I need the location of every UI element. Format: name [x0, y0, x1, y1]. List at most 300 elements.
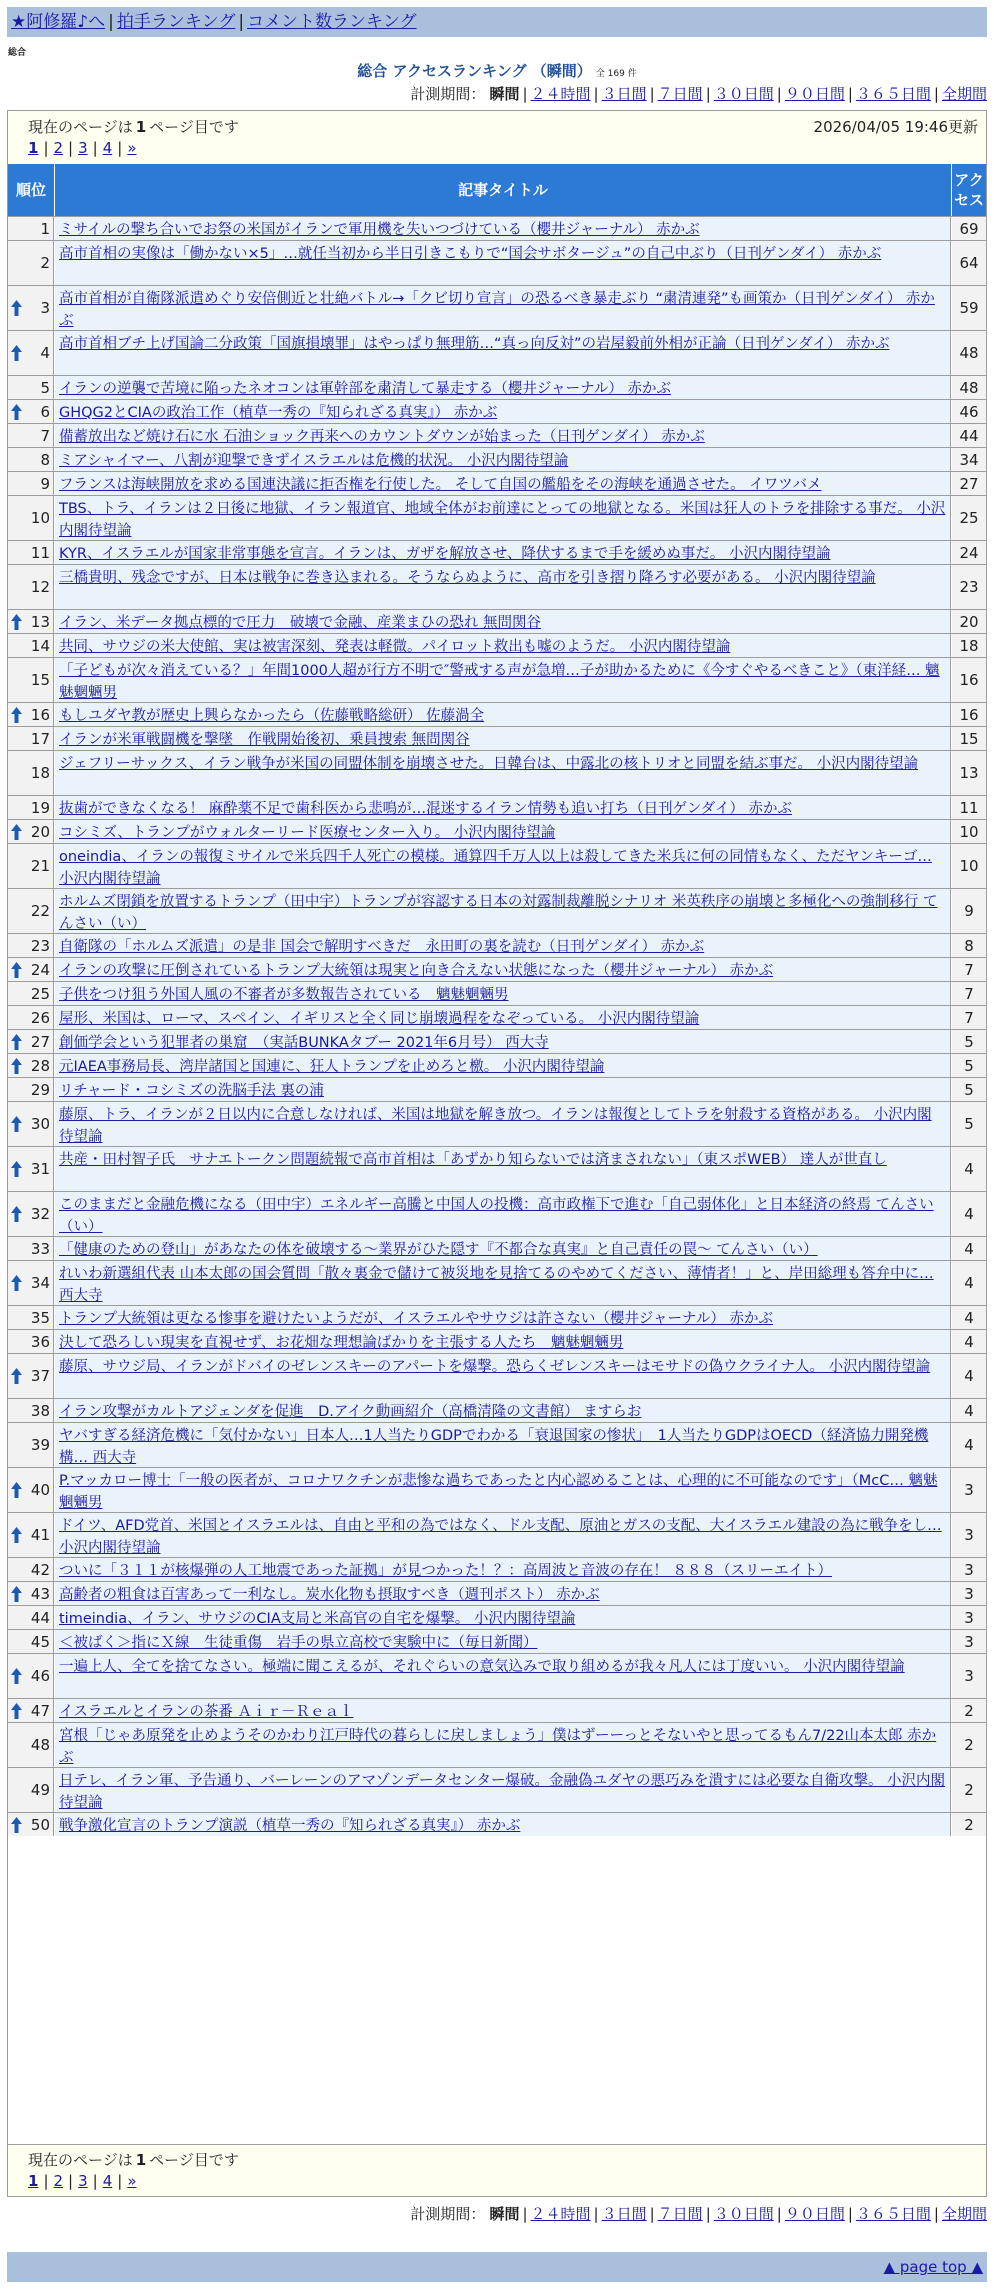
table-row: [8, 330, 986, 375]
article-title-link[interactable]: コシミズ、トランプがウォルターリード医療センター入り。 小沢内閣待望論: [59, 825, 556, 841]
title-cell: [55, 217, 951, 240]
rank-cell: [8, 751, 54, 795]
article-title-link[interactable]: GHQG2とCIAの政治工作（植草一秀の『知られざる真実』） 赤かぶ: [59, 405, 498, 421]
title-cell: [55, 241, 951, 285]
period-option-link[interactable]: ３０日間: [713, 85, 774, 103]
rank-number: 35: [30, 1308, 50, 1327]
article-title-link[interactable]: 日テレ、イラン軍、予告通り、バーレーンのアマゾンデータセンター爆破。金融偽ユダヤの悪巧みを潰すには必要な自衛攻撃。 小沢内閣待望論: [59, 1773, 946, 1811]
article-title-link[interactable]: 三橋貴明、残念ですが、日本は戦争に巻き込まれる。そうならぬように、高市を引き摺り降ろす必要がある。 小沢内閣待望論: [59, 570, 876, 586]
page-top-link[interactable]: ▲ page top ▲: [883, 2258, 983, 2276]
article-title-link[interactable]: ミサイルの撃ち合いでお祭の米国がイランで軍用機を失いつづけている（櫻井ジャーナル） 赤かぶ: [59, 222, 700, 238]
pager-separator: |: [92, 139, 98, 157]
table-row: [8, 1605, 986, 1629]
nav-separator: |: [108, 12, 114, 32]
article-title-link[interactable]: TBS、トラ、イランは２日後に地獄、イラン報道官、地域全体がお前達にとっての地獄となる。米国は狂人のトラを排除する事だ。 小沢内閣待望論: [59, 501, 946, 539]
article-title-link[interactable]: 抜歯ができなくなる！ 麻酔薬不足で歯科医から悲鳴が…混迷するイラン情勢も追い打ち（日刊ゲンダイ） 赤かぶ: [59, 801, 793, 817]
rank-number: 7: [40, 426, 50, 445]
table-row: [8, 1146, 986, 1191]
access-count: 18: [952, 634, 986, 657]
title-cell: [55, 1330, 951, 1353]
article-title-link[interactable]: イランが米軍戦闘機を撃墜 作戦開始後初、乗員捜索 無問関谷: [59, 732, 470, 748]
bottom-bar: [7, 2252, 987, 2282]
rank-number: 26: [30, 1008, 50, 1027]
rank-number: 15: [30, 671, 50, 689]
table-row: [8, 1512, 986, 1557]
rank-cell: [8, 703, 54, 726]
rank-number: 19: [30, 798, 50, 817]
access-count: 7: [952, 982, 986, 1005]
rank-cell: [8, 241, 54, 285]
rank-up-arrow-icon: [11, 1668, 22, 1684]
article-title-link[interactable]: ミアシャイマー、八割が迎撃できずイスラエルは危機的状況。 小沢内閣待望論: [59, 453, 569, 469]
rank-number: 28: [30, 1056, 50, 1075]
article-title-link[interactable]: 藤原、トラ、イランが２日以内に合意しなければ、米国は地獄を解き放つ。イランは報復としてトラを射殺する資格がある。 小沢内閣待望論: [59, 1107, 932, 1145]
article-title-link[interactable]: リチャード・コシミズの洗脳手法 裏の浦: [59, 1083, 324, 1099]
table-row: [8, 633, 986, 657]
article-title-link[interactable]: oneindia、イランの報復ミサイルで米兵四千人死亡の模様。通算四千万人以上は殺してきた米兵に何の同情もなく、ただヤンキーゴ… 小沢内閣待望論: [59, 849, 932, 887]
rank-cell: [8, 1192, 54, 1236]
title-cell: [55, 1399, 951, 1422]
article-title-link[interactable]: イラン攻撃がカルトアジェンダを促進 D.アイク動画紹介（高橋清隆の文書館） ますらお: [59, 1404, 642, 1420]
article-title-link[interactable]: timeindia、イラン、サウジのCIA支局と米高官の自宅を爆撃。 小沢内閣待望論: [59, 1611, 576, 1627]
table-row: [8, 1077, 986, 1101]
table-row: [8, 888, 986, 933]
period-selector-top: [410, 83, 987, 104]
table-row: [8, 1698, 986, 1722]
pager-top: [28, 139, 137, 157]
rank-number: 17: [30, 729, 50, 748]
access-count: 5: [952, 1030, 986, 1053]
title-cell: [55, 1813, 951, 1836]
title-cell: [55, 844, 951, 888]
period-separator: |: [649, 85, 655, 103]
table-column-headers: [8, 164, 986, 216]
rank-number: 12: [30, 578, 50, 596]
article-title-link[interactable]: ホルムズ閉鎖を放置するトランプ（田中宇）トランプが容認する日本の対露制裁離脱シナリオ 米英秩序の崩壊と多極化への強制移行 てんさい（い）: [59, 894, 938, 932]
rank-number: 2: [40, 254, 50, 272]
title-cell: [55, 1192, 951, 1236]
rank-cell: [8, 1354, 54, 1398]
table-row: [8, 1236, 986, 1260]
rank-cell: [8, 982, 54, 1005]
article-title-link[interactable]: KYR、イスラエルが国家非常事態を宣言。イランは、ガザを解放させ、降伏するまで手を緩めぬ事だ。 小沢内閣待望論: [59, 546, 831, 562]
rank-number: 11: [30, 543, 50, 562]
period-option-link[interactable]: ３日間: [601, 2205, 647, 2223]
pager-page-link[interactable]: 3: [78, 139, 88, 157]
rank-cell: [8, 658, 54, 702]
title-cell: [55, 448, 951, 471]
period-separator: |: [593, 2205, 599, 2223]
rank-cell: [8, 1513, 54, 1557]
access-count: 64: [952, 241, 986, 285]
rank-cell: [8, 1423, 54, 1467]
rank-cell: [8, 472, 54, 495]
rank-number: 4: [40, 344, 50, 362]
table-row: [8, 564, 986, 609]
access-count: 5: [952, 1102, 986, 1146]
pager-page-link[interactable]: 3: [78, 2172, 88, 2190]
rank-cell: [8, 1606, 54, 1629]
col-title-header: 記事タイトル: [55, 164, 952, 216]
article-title-link[interactable]: 共同、サウジの米大使館、実は被害深刻、発表は軽微。パイロット救出も嘘のようだ。 小沢内閣待望論: [59, 639, 731, 655]
table-row: [8, 540, 986, 564]
rank-cell: [8, 1813, 54, 1836]
home-link[interactable]: ★阿修羅♪へ: [11, 12, 106, 32]
article-title-link[interactable]: 決して恐ろしい現実を直視せず、お花畑な理想論ばかりを主張する人たち 魑魅魍魎男: [59, 1335, 624, 1351]
title-cell: [55, 1147, 951, 1191]
table-row: [8, 1467, 986, 1512]
pager-next-link[interactable]: »: [127, 139, 137, 157]
title-cell: [55, 331, 951, 375]
title-cell: [55, 1078, 951, 1101]
rank-cell: [8, 565, 54, 609]
article-title-link[interactable]: 高齢者の粗食は百害あって一利なし。炭水化物も摂取すべき（週刊ポスト） 赤かぶ: [59, 1587, 600, 1603]
table-row: [8, 1629, 986, 1653]
rank-up-arrow-icon: [11, 345, 22, 361]
access-count: 4: [952, 1354, 986, 1398]
rank-number: 20: [30, 822, 50, 841]
article-title-link[interactable]: れいわ新選組代表 山本太郎の国会質問「散々裏金で儲けて被災地を見捨てるのやめてください、薄情者！」と、岸田総理も答弁中に… 西大寺: [59, 1266, 934, 1304]
rank-number: 6: [40, 402, 50, 421]
article-title-link[interactable]: 創価学会という犯罪者の巣窟 （実話BUNKAタブー 2021年6月号） 西大寺: [59, 1035, 549, 1051]
access-count: 3: [952, 1558, 986, 1581]
article-title-link[interactable]: 「健康のための登山」があなたの体を破壊する〜業界がひた隠す『不都合な真実』と自己責任の罠〜 てんさい（い）: [59, 1242, 818, 1258]
period-selector-bottom: [410, 2203, 987, 2224]
rank-number: 37: [30, 1367, 50, 1385]
rank-number: 46: [30, 1667, 50, 1685]
title-cell: [55, 658, 951, 702]
period-separator: |: [522, 2205, 528, 2223]
title-cell: [55, 889, 951, 933]
access-count: 59: [952, 286, 986, 330]
col-rank-header: 順位: [8, 164, 55, 216]
period-option-link[interactable]: ９０日間: [784, 2205, 845, 2223]
period-option-link[interactable]: ７日間: [657, 2205, 703, 2223]
rank-up-arrow-icon: [11, 1817, 22, 1833]
rank-number: 39: [30, 1436, 50, 1454]
title-cell: [55, 496, 951, 540]
title-cell: [55, 286, 951, 330]
rank-cell: [8, 496, 54, 540]
rank-number: 13: [30, 612, 50, 631]
access-count: 15: [952, 727, 986, 750]
rank-up-arrow-icon: [11, 1058, 22, 1074]
article-title-link[interactable]: 屋形、米国は、ローマ、スペイン、イギリスと全く同じ崩壊過程をなぞっている。 小沢内閣待望論: [59, 1011, 700, 1027]
access-count: 10: [952, 844, 986, 888]
title-cell: [55, 1261, 951, 1305]
rank-number: 5: [40, 378, 50, 397]
rank-number: 9: [40, 474, 50, 493]
rank-cell: [8, 400, 54, 423]
period-separator: |: [776, 2205, 782, 2223]
article-title-link[interactable]: 「子どもが次々消えている？」年間1000人超が行方不明で″警戒する声が急増…子が助かるために《今すぐやるべきこと》（東洋経… 魑魅魍魎男: [59, 663, 940, 701]
rank-cell: [8, 634, 54, 657]
rank-number: 50: [30, 1815, 50, 1834]
rank-cell: [8, 1030, 54, 1053]
access-count: 2: [952, 1768, 986, 1812]
rank-cell: [8, 1330, 54, 1353]
comment-ranking-link[interactable]: コメント数ランキング: [247, 12, 417, 32]
access-count: 2: [952, 1813, 986, 1836]
rank-cell: [8, 1261, 54, 1305]
period-option-link[interactable]: ３０日間: [713, 2205, 774, 2223]
table-row: [8, 216, 986, 240]
article-title-link[interactable]: イスラエルとイランの茶番 Ａｉｒ－Ｒｅａｌ: [59, 1704, 354, 1720]
access-count: 34: [952, 448, 986, 471]
title-cell: [55, 1630, 951, 1653]
table-row: [8, 423, 986, 447]
title-cell: [55, 1054, 951, 1077]
title-cell: [55, 727, 951, 750]
article-title-link[interactable]: このままだと金融危機になる（田中宇）エネルギー高騰と中国人の投機：高市政権下で進む「自己弱体化」と日本経済の終焉 てんさい（い）: [59, 1197, 934, 1235]
pager-next-link[interactable]: »: [127, 2172, 137, 2190]
rank-up-arrow-icon: [11, 1034, 22, 1050]
table-row: [8, 1722, 986, 1767]
period-option-link[interactable]: ７日間: [657, 85, 703, 103]
rank-number: 14: [30, 636, 50, 655]
table-row: [8, 1653, 986, 1698]
rank-cell: [8, 1582, 54, 1605]
table-row: [8, 1329, 986, 1353]
title-cell: [55, 796, 951, 819]
table-row: [8, 1005, 986, 1029]
rank-cell: [8, 286, 54, 330]
total-count: 全 169 件: [595, 69, 637, 79]
rank-cell: [8, 889, 54, 933]
table-row: [8, 447, 986, 471]
article-title-link[interactable]: トランプ大統領は更なる惨事を避けたいようだが、イスラエルやサウジは許さない（櫻井ジャーナル） 赤かぶ: [59, 1311, 773, 1327]
article-title-link[interactable]: 備蓄放出など焼け石に水 石油ショック再来へのカウントダウンが始まった（日刊ゲンダイ） 赤かぶ: [59, 429, 705, 445]
access-count: 2: [952, 1699, 986, 1722]
access-count: 46: [952, 400, 986, 423]
title-cell: [55, 634, 951, 657]
pager-bottom: [28, 2172, 137, 2190]
rank-up-arrow-icon: [11, 1527, 22, 1543]
access-count: 4: [952, 1423, 986, 1467]
rank-cell: [8, 610, 54, 633]
rank-number: 27: [30, 1032, 50, 1051]
table-row: [8, 609, 986, 633]
rank-number: 31: [30, 1160, 50, 1178]
rank-number: 36: [30, 1332, 50, 1351]
rank-number: 10: [30, 509, 50, 527]
title-cell: [55, 1768, 951, 1812]
pager-separator: |: [43, 139, 49, 157]
period-separator: |: [933, 85, 939, 103]
table-row: [8, 795, 986, 819]
rank-number: 23: [30, 936, 50, 955]
access-count: 4: [952, 1192, 986, 1236]
access-count: 3: [952, 1513, 986, 1557]
title-cell: [55, 1654, 951, 1698]
period-option-link[interactable]: ３日間: [601, 85, 647, 103]
pager-page-link[interactable]: 2: [53, 139, 64, 157]
table-row: [8, 819, 986, 843]
table-row: [8, 1305, 986, 1329]
rank-cell: [8, 1102, 54, 1146]
table-row: [8, 1812, 986, 1836]
article-title-link[interactable]: 高市首相ブチ上げ国論二分政策「国旗損壊罪」はやっぱり無理筋…“真っ向反対”の岩屋毅前外相が正論（日刊ゲンダイ） 赤かぶ: [59, 336, 890, 352]
period-option-link[interactable]: ３６５日間: [855, 2205, 931, 2223]
access-count: 8: [952, 934, 986, 957]
period-option-link[interactable]: ３６５日間: [855, 85, 931, 103]
period-separator: |: [933, 2205, 939, 2223]
rank-number: 18: [30, 764, 50, 782]
rank-cell: [8, 541, 54, 564]
top-nav-bar: [7, 7, 987, 37]
period-current: 瞬間: [489, 2205, 520, 2223]
article-title-link[interactable]: 一遍上人、全てを捨てなさい。極端に聞こえるが、それぐらいの意気込みで取り組めるが我々凡人には丁度いい。 小沢内閣待望論: [59, 1659, 905, 1675]
rank-cell: [8, 1399, 54, 1422]
rank-up-arrow-icon: [11, 824, 22, 840]
rank-cell: [8, 1147, 54, 1191]
rank-up-arrow-icon: [11, 1116, 22, 1132]
access-count: 27: [952, 472, 986, 495]
access-count: 11: [952, 796, 986, 819]
article-title-link[interactable]: 子供をつけ狙う外国人風の不審者が多数報告されている 魑魅魍魎男: [59, 987, 509, 1003]
pager-current-page[interactable]: 1: [28, 139, 39, 157]
title-cell: [55, 541, 951, 564]
article-title-link[interactable]: 藤原、サウジ局、イランがドバイのゼレンスキーのアパートを爆撃。恐らくゼレンスキーはモサドの偽ウクライナ人。 小沢内閣待望論: [59, 1359, 931, 1375]
access-count: 7: [952, 958, 986, 981]
rank-cell: [8, 796, 54, 819]
title-cell: [55, 400, 951, 423]
article-title-link[interactable]: 共産・田村智子氏 サナエトークン問題続報で高市首相は「あずかり知らないでは済まされない」（東スポWEB） 達人が世直し: [59, 1152, 887, 1168]
title-cell: [55, 1723, 951, 1767]
article-title-link[interactable]: 高市首相が自衛隊派遣めぐり安倍側近と壮絶バトル→「クビ切り宣言」の恐るべき暴走ぶり “粛清連発”も画策か（日刊ゲンダイ） 赤かぶ: [59, 291, 935, 329]
rank-number: 1: [40, 219, 50, 238]
access-count: 13: [952, 751, 986, 795]
period-label: 計測期間：: [410, 2205, 486, 2223]
article-title-link[interactable]: 戦争激化宣言のトランプ演説（植草一秀の『知られざる真実』） 赤かぶ: [59, 1818, 521, 1834]
article-title-link[interactable]: イランの攻撃に圧倒されているトランプ大統領は現実と向き合えない状態になった（櫻井ジャーナル） 赤かぶ: [59, 963, 774, 979]
pager-separator: |: [43, 2172, 49, 2190]
article-title-link[interactable]: 高市首相の実像は「働かない×5」…就任当初から半日引きこもりで“国会サボタージュ”の自己中ぶり（日刊ゲンダイ） 赤かぶ: [59, 246, 882, 262]
title-cell: [55, 1006, 951, 1029]
table-row: [8, 399, 986, 423]
rank-number: 22: [30, 902, 50, 920]
article-title-link[interactable]: 元IAEA事務局長、湾岸諸国と国連に、狂人トランプを止めろと檄。 小沢内閣待望論: [59, 1059, 605, 1075]
access-count: 3: [952, 1654, 986, 1698]
access-count: 10: [952, 820, 986, 843]
period-option-link[interactable]: ２４時間: [530, 85, 591, 103]
table-row: [8, 1191, 986, 1236]
table-row: [8, 285, 986, 330]
access-count: 4: [952, 1237, 986, 1260]
table-row: [8, 240, 986, 285]
article-title-link[interactable]: 自衛隊の「ホルムズ派遣」の是非 国会で解明すべきだ 永田町の裏を読む（日刊ゲンダイ） 赤かぶ: [59, 939, 705, 955]
access-count: 48: [952, 331, 986, 375]
pager-current-page[interactable]: 1: [28, 2172, 39, 2190]
rank-number: 25: [30, 984, 50, 1003]
rank-up-arrow-icon: [11, 1206, 22, 1222]
period-option-link[interactable]: ９０日間: [784, 85, 845, 103]
title-cell: [55, 1354, 951, 1398]
rank-number: 44: [30, 1608, 50, 1627]
period-separator: |: [522, 85, 528, 103]
access-count: 2: [952, 1723, 986, 1767]
clap-ranking-link[interactable]: 拍手ランキング: [116, 12, 236, 32]
rank-cell: [8, 820, 54, 843]
rank-number: 45: [30, 1632, 50, 1651]
rank-cell: [8, 1723, 54, 1767]
rank-number: 42: [30, 1560, 50, 1579]
article-title-link[interactable]: フランスは海峡開放を求める国連決議に拒否権を行使した。 そして自国の艦船をその海峡を通過させた。 イワツバメ: [59, 477, 822, 493]
table-row: [8, 1398, 986, 1422]
period-label: 計測期間：: [410, 85, 486, 103]
article-title-link[interactable]: もしユダヤ教が歴史上興らなかったら（佐藤戦略総研） 佐藤渦全: [59, 708, 485, 724]
period-option-link[interactable]: 全期間: [941, 85, 987, 103]
access-count: 24: [952, 541, 986, 564]
table-row: [8, 1581, 986, 1605]
ranking-table: [7, 110, 987, 2197]
rank-up-arrow-icon: [11, 614, 22, 630]
rank-cell: [8, 376, 54, 399]
article-title-link[interactable]: ジェフリーサックス、イラン戦争が米国の同盟体制を崩壊させた。日韓台は、中露北の核トリオと同盟を結ぶ事だ。 小沢内閣待望論: [59, 756, 919, 772]
access-count: 44: [952, 424, 986, 447]
table-row: [8, 1029, 986, 1053]
pager-page-link[interactable]: 4: [102, 2172, 113, 2190]
rank-up-arrow-icon: [11, 300, 22, 316]
period-option-link[interactable]: ２４時間: [530, 2205, 591, 2223]
title-cell: [55, 934, 951, 957]
article-title-link[interactable]: イランの逆襲で苦境に陥ったネオコンは軍幹部を粛清して暴走する（櫻井ジャーナル） 赤かぶ: [59, 381, 672, 397]
col-access-header: アクセス: [953, 171, 984, 209]
title-cell: [55, 958, 951, 981]
rank-up-arrow-icon: [11, 1275, 22, 1291]
table-row: [8, 1353, 986, 1398]
title-cell: [55, 820, 951, 843]
period-option-link[interactable]: 全期間: [941, 2205, 987, 2223]
ranking-title: [0, 60, 994, 81]
pager-page-link[interactable]: 4: [102, 139, 113, 157]
access-count: 48: [952, 376, 986, 399]
rank-cell: [8, 1306, 54, 1329]
title-cell: [55, 1423, 951, 1467]
access-count: 20: [952, 610, 986, 633]
table-row: [8, 702, 986, 726]
article-title-link[interactable]: ヤバすぎる経済危機に「気付かない」日本人…1人当たりGDPでわかる「衰退国家の惨状」 1人当たりGDPはOECD（経済協力開発機構… 西大寺: [59, 1428, 929, 1466]
title-cell: [55, 424, 951, 447]
period-separator: |: [593, 85, 599, 103]
title-cell: [55, 1606, 951, 1629]
access-count: 16: [952, 703, 986, 726]
rank-cell: [8, 934, 54, 957]
rank-number: 49: [30, 1781, 50, 1799]
rank-cell: [8, 1468, 54, 1512]
article-title-link[interactable]: ＜被ばく＞指にＸ線 生徒重傷 岩手の県立高校で実験中に（毎日新聞）: [59, 1635, 538, 1651]
article-title-link[interactable]: ドイツ、AFD党首、米国とイスラエルは、自由と平和の為ではなく、ドル支配、原油とガスの支配、大イスラエル建設の為に戦争をし… 小沢内閣待望論: [59, 1518, 942, 1556]
table-row: [8, 1053, 986, 1077]
pager-page-link[interactable]: 2: [53, 2172, 64, 2190]
rank-cell: [8, 217, 54, 240]
article-title-link[interactable]: 宮根「じゃあ原発を止めようそのかわり江戸時代の暮らしに戻しましょう」僕はずーーっとそないやと思ってるもん7/22山本太郎 赤かぶ: [59, 1728, 937, 1766]
rank-up-arrow-icon: [11, 1703, 22, 1719]
article-title-link[interactable]: イラン、米データ拠点標的で圧力 破壊で金融、産業まひの恐れ 無問関谷: [59, 615, 541, 631]
rank-cell: [8, 1699, 54, 1722]
article-title-link[interactable]: P.マッカロー博士「一般の医者が、コロナワクチンが悲惨な過ちであったと内心認めることは、心理的に不可能なのです」（McC… 魑魅魍魎男: [59, 1473, 938, 1511]
access-count: 4: [952, 1399, 986, 1422]
rank-cell: [8, 844, 54, 888]
rank-number: 16: [30, 705, 50, 724]
access-count: 69: [952, 217, 986, 240]
title-cell: [55, 751, 951, 795]
rank-up-arrow-icon: [11, 404, 22, 420]
title-cell: [55, 565, 951, 609]
period-separator: |: [649, 2205, 655, 2223]
access-count: 3: [952, 1630, 986, 1653]
article-title-link[interactable]: ついに「３１１が核爆弾の人工地震であった証拠」が見つかった！？：高周波と音波の存在！ ８８８（スリーエイト）: [59, 1563, 832, 1579]
